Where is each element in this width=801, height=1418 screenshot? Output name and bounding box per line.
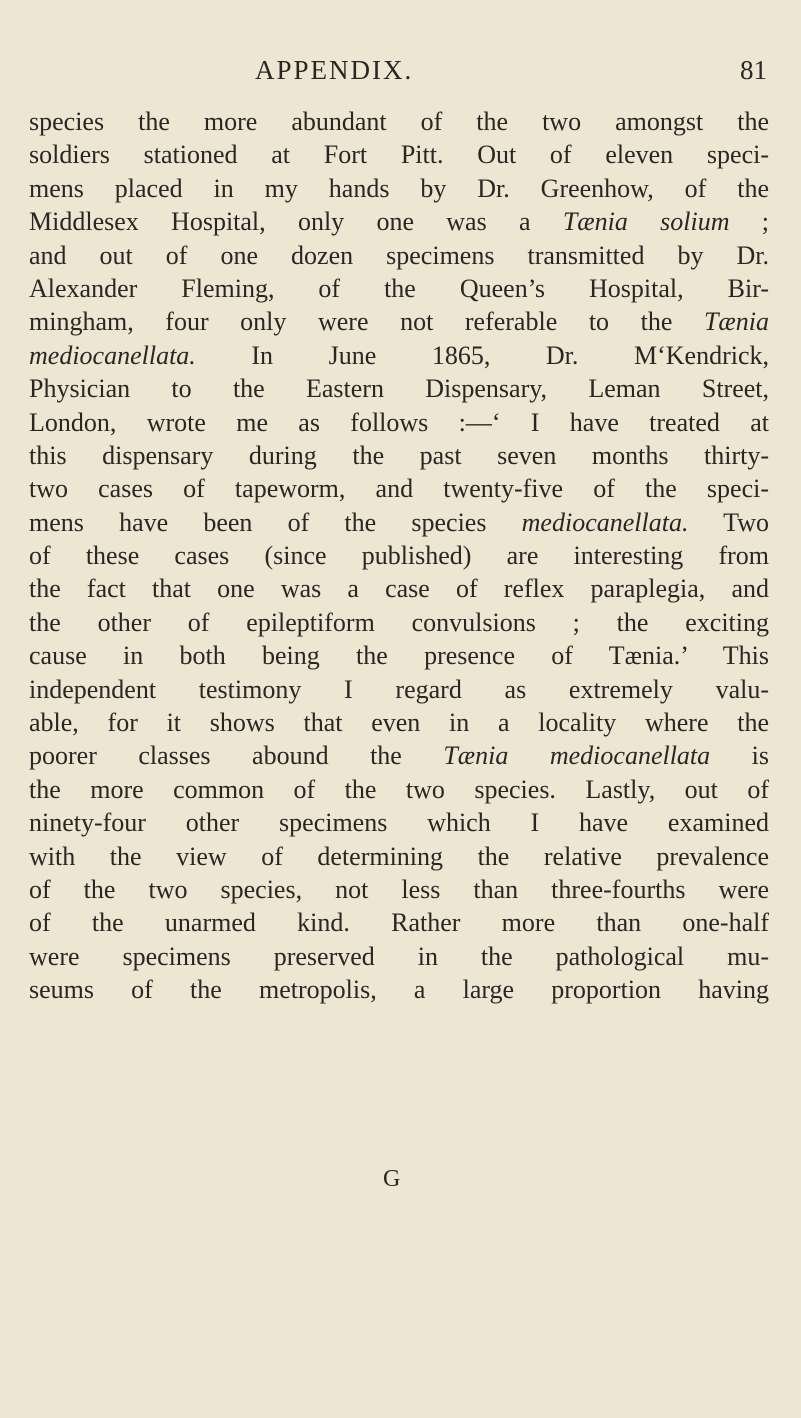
italic-text: mediocanellata. [521,507,689,537]
text-segment: In June 1865, Dr. M‘Kendrick, [195,340,769,370]
text-segment: London, wrote me as follows :—‘ I have treated at [29,407,769,437]
text-line [29,305,769,338]
italic-text: mediocanellata. [29,340,196,370]
text-segment: were specimens preserved in the pathological mu- [29,941,769,971]
text-line [29,472,769,505]
italic-text: Tænia solium [562,207,730,237]
text-line [29,806,769,839]
text-segment: is [710,741,769,771]
text-segment: soldiers stationed at Fort Pitt. Out of eleven speci- [29,140,769,170]
text-line [29,105,769,138]
running-title: APPENDIX. [255,55,414,85]
text-line [29,739,769,772]
text-segment: of these cases (since published) are interesting from [29,541,769,571]
text-line [29,339,769,372]
text-segment: the more common of the two species. Lastly, out of [29,774,769,804]
text-line [29,606,769,639]
running-head [0,52,801,88]
text-line [29,205,769,238]
italic-text: Tænia [703,307,769,337]
text-line [29,406,769,439]
text-line [29,940,769,973]
text-segment: the other of epileptiform convulsions ; the exciting [29,607,769,637]
text-line [29,172,769,205]
text-segment: two cases of tapeworm, and twenty-five of the speci- [29,474,769,504]
text-line [29,639,769,672]
signature-mark: G [383,1166,401,1192]
text-segment: of the two species, not less than three-fourths were [29,874,769,904]
text-line [29,506,769,539]
text-segment: Alexander Fleming, of the Queen’s Hospital, Bir- [29,273,769,303]
text-line [29,439,769,472]
text-segment: the fact that one was a case of reflex paraplegia, and [29,574,769,604]
text-line [29,773,769,806]
text-segment: this dispensary during the past seven months thirty- [29,440,769,470]
text-segment: Two [688,507,769,537]
text-segment: with the view of determining the relative prevalence [29,841,769,871]
text-segment: Physician to the Eastern Dispensary, Leman Street, [29,374,769,404]
text-line [29,706,769,739]
text-line [29,973,769,1006]
text-segment: Middlesex Hospital, only one was a [29,207,563,237]
text-line [29,840,769,873]
text-line [29,272,769,305]
text-segment: poorer classes abound the [29,741,444,771]
text-segment: ; [729,207,769,237]
text-line [29,673,769,706]
text-segment: mens placed in my hands by Dr. Greenhow, of the [29,173,769,203]
text-line [29,138,769,171]
italic-text: Tænia mediocanellata [443,741,711,771]
body-text [29,105,769,1007]
text-line [29,539,769,572]
text-segment: mingham, four only were not referable to the [29,307,704,337]
text-segment: mens have been of the species [29,507,522,537]
text-segment: seums of the metropolis, a large proportion having [29,975,769,1005]
text-segment: independent testimony I regard as extremely valu- [29,674,769,704]
text-segment: of the unarmed kind. Rather more than one-half [29,908,769,938]
text-line [29,572,769,605]
text-line [29,906,769,939]
text-line [29,372,769,405]
text-segment: cause in both being the presence of Tænia.’ This [29,641,769,671]
text-segment: ninety-four other specimens which I have examined [29,808,769,838]
text-segment: and out of one dozen specimens transmitted by Dr. [29,240,769,270]
text-line [29,873,769,906]
page-number: 81 [740,55,767,85]
text-line [29,239,769,272]
text-segment: species the more abundant of the two amongst the [29,107,769,136]
text-segment: able, for it shows that even in a locality where the [29,708,769,738]
